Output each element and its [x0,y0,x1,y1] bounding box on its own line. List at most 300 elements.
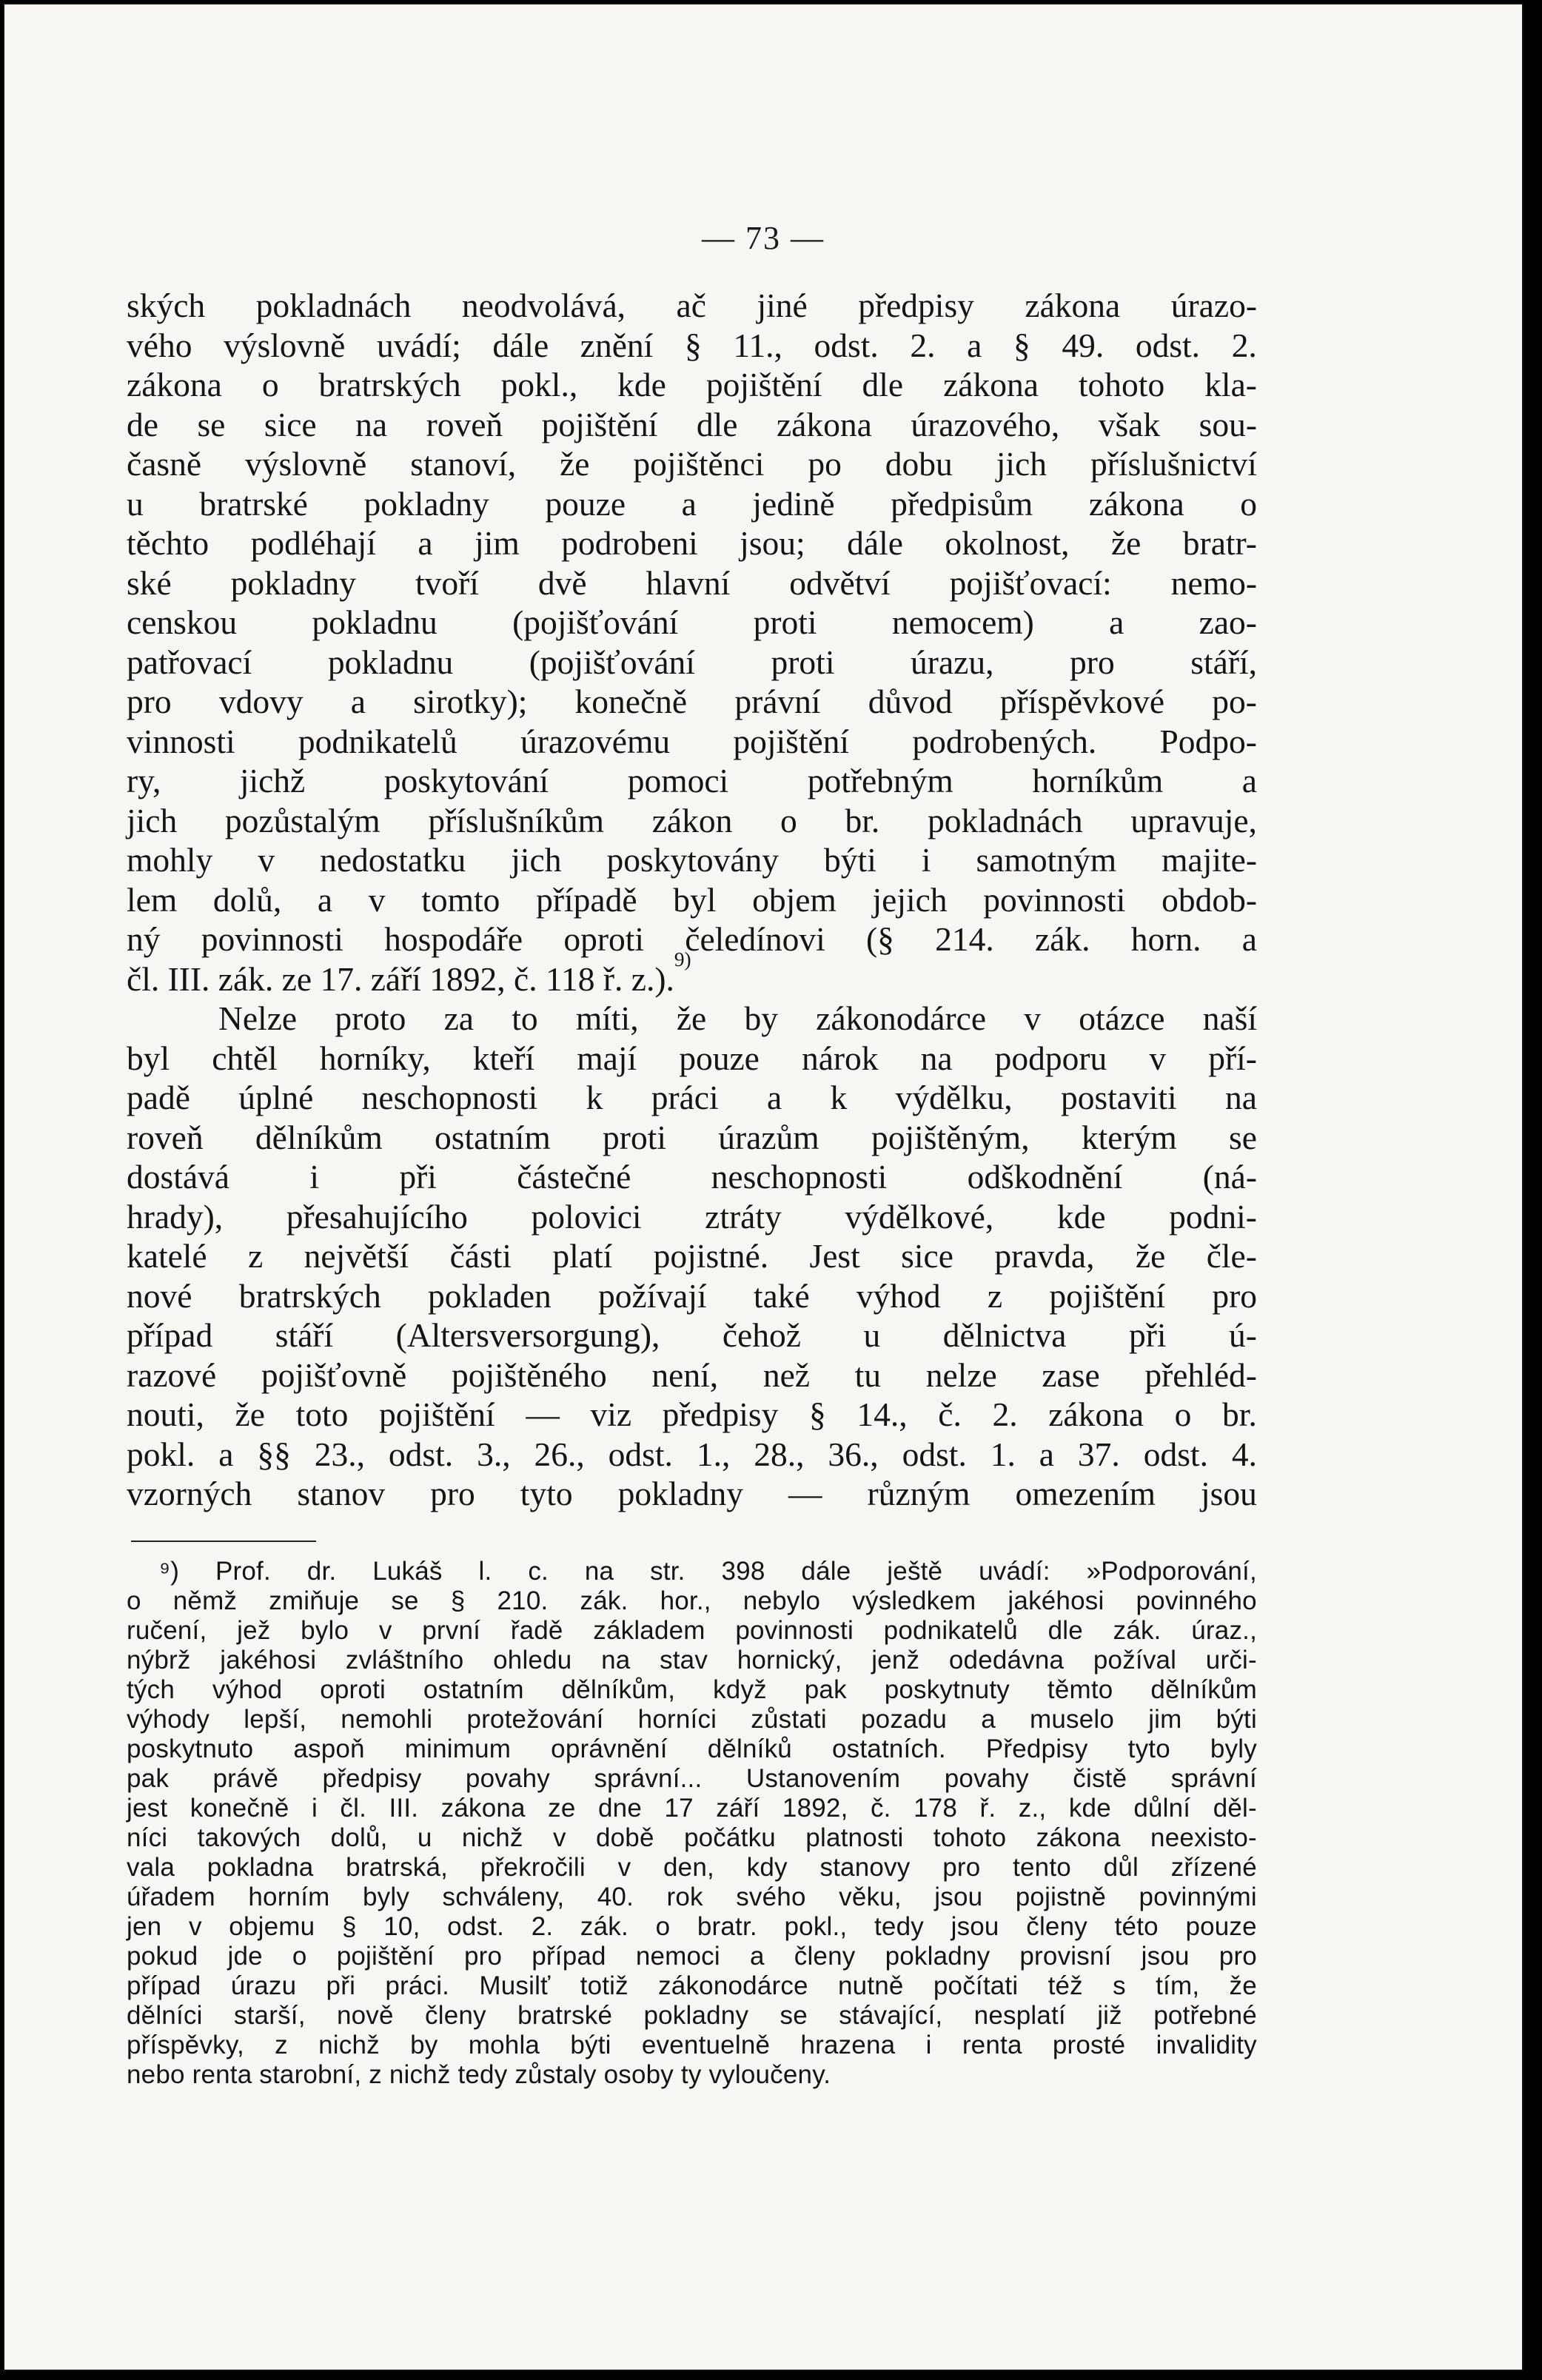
word: Musilť [479,1971,551,2000]
word: pomoci [627,762,729,800]
word: 3., [477,1435,511,1473]
word: 49. [1062,326,1104,364]
word: potřebné [1153,2000,1257,2030]
word: a [218,1435,234,1473]
word: konečně [190,1793,289,1823]
word: ostatním [435,1118,551,1156]
word: zákona [127,366,222,403]
word: dr. [306,1556,337,1586]
word: urči- [1205,1645,1257,1675]
word: při [399,1158,437,1196]
word: Jest [809,1237,860,1275]
word: z., [1018,1793,1047,1823]
word: úřadem [127,1882,215,1911]
word: nemohli [341,1704,433,1734]
word: výsledkem [852,1586,976,1615]
word: výhod [212,1675,283,1704]
word: jsou; [740,524,805,562]
word: pokl. [127,1435,195,1473]
word: majite- [1161,841,1257,879]
word: níci [127,1823,168,1852]
word: provisní [1019,1941,1112,1971]
word: zákona [943,366,1039,403]
word: hrady), [127,1197,224,1236]
footnote-reference: 9) [674,948,691,971]
word: úplné [238,1079,314,1116]
word: u [417,1823,432,1852]
word: případ [127,1316,213,1354]
word: 2. [910,326,936,364]
word: o [127,1586,141,1615]
word: že [1135,1237,1166,1275]
word: správní... [594,1763,703,1793]
word: bylo [301,1615,349,1645]
word: a [317,880,333,919]
word: byl [127,1039,170,1077]
footnote-line [127,1705,1257,1734]
word: dále [847,524,903,562]
word: případ [532,1941,606,1971]
word: podnikatelů [298,722,457,760]
page-number: — 73 — [702,220,825,256]
paragraph-2 [127,999,1257,1514]
word: odst. [447,1911,505,1941]
word: povinnosti [983,880,1126,919]
word: jich [996,445,1047,483]
word: polovici [531,1197,642,1236]
word: bratr- [1182,524,1257,562]
word: eventuelně [641,2030,771,2059]
word: povinného [1136,1586,1257,1615]
word: dolů, [330,1823,388,1852]
word: výhod [856,1276,941,1315]
word: pokladnu [312,603,438,641]
word: dne [598,1793,643,1823]
word: poskytnuty [884,1675,1010,1704]
word: požíval [1093,1645,1177,1675]
word: odškodnění [967,1158,1123,1196]
word: neschopnosti [361,1079,538,1116]
word: III. [389,1793,419,1823]
word: rok [666,1882,703,1911]
word: 4. [1231,1435,1257,1473]
word: než [762,1355,810,1394]
word: padě [127,1079,190,1116]
word: jejich [872,880,948,919]
word: zákon [651,801,733,839]
word: sice [901,1237,953,1275]
word: u [863,1316,881,1354]
word: že [560,445,590,483]
word: jichž [239,762,306,800]
word: pojištěnci [633,445,765,483]
word: 10, [383,1911,420,1941]
word: poskytnuto [127,1734,254,1763]
word: na [584,1556,614,1586]
word: proti [753,603,817,641]
word: pokladnách [927,801,1083,839]
word: protežování [466,1704,604,1734]
word: pokl., [500,366,578,403]
word: a [1241,762,1257,800]
word: pro [1212,1276,1257,1315]
word: v [552,1823,566,1852]
word: úrazu, [911,643,994,681]
word: práci [651,1079,719,1116]
word: sice [264,405,317,443]
word: ř. [979,1793,996,1823]
word: nebylo [742,1586,821,1615]
text-line [127,1039,1257,1079]
word: tento [1013,1852,1071,1882]
word: ještě [887,1556,943,1586]
word: zákona [1036,1823,1121,1852]
word: hor., [660,1586,711,1615]
word: patřovací [127,643,252,681]
word: když [713,1675,767,1704]
word: 37. [1077,1435,1120,1473]
word: již [1097,2000,1122,2030]
word: jiné [757,286,808,324]
word: byly [362,1882,410,1911]
word: odst. [814,326,879,364]
word: horn. [1130,920,1201,958]
word: u [127,484,144,523]
word: pro [127,683,172,720]
word: a [681,484,697,523]
word: úrazo- [1170,286,1257,324]
word: totiž [580,1971,628,2000]
word: tyto [1127,1734,1170,1763]
text-line [127,1157,1257,1197]
word: věku, [839,1882,902,1911]
word: hornický, [737,1645,842,1675]
word: hospodáře [384,920,523,958]
word: úrazu [230,1971,297,2000]
word: pojištění [336,1941,435,1971]
word: roveň [127,1118,204,1156]
word: § [341,1911,357,1941]
word: byl [673,880,717,919]
word: se [780,2000,808,2030]
word: odst. [388,1435,454,1473]
word: pro [1070,643,1115,681]
footnote-line [127,1942,1257,1971]
word: jsou [1141,1941,1190,1971]
word: právě [212,1763,279,1793]
word: pojišťovací: [949,563,1112,602]
word: prosté [1052,2030,1126,2059]
word: kde [1068,1793,1111,1823]
word: nichž [318,2030,380,2059]
word: zák. [1113,1615,1161,1645]
word: horníci [637,1704,717,1734]
word: — [788,1475,822,1512]
word: předpisy [662,1395,779,1433]
word: 36., [828,1435,879,1473]
word: jakéhosi [220,1645,317,1675]
word: o [1174,1395,1192,1433]
footnote-line [127,2001,1257,2031]
word: roveň [426,405,503,443]
word: aspoň [293,1734,365,1763]
word: vala [127,1852,175,1882]
word: ztráty [705,1197,782,1236]
word: o [292,1941,307,1971]
word: dvě [537,563,587,602]
text-line [127,1435,1257,1475]
word: dále [801,1556,851,1586]
word: pojistné. [653,1237,769,1275]
text-line [127,682,1257,722]
word: 2. [531,1911,554,1941]
word: pokladny [643,2000,749,2030]
word: platnosti [805,1823,904,1852]
word: býti [1216,1704,1257,1734]
word: nemocem) [891,603,1034,641]
word: Předpisy [985,1734,1088,1763]
text-line [127,1474,1257,1514]
word: dostává [127,1158,229,1196]
word: pří- [1208,1039,1257,1077]
word: zákona [1088,484,1184,523]
word: kla- [1204,366,1257,403]
word: různým [867,1475,971,1512]
word: ry, [127,762,161,800]
word: str. [650,1556,685,1586]
text-line [127,880,1257,920]
footnote-line [127,1734,1257,1764]
word: pokladny [230,563,356,602]
word: postaviti [1060,1079,1177,1116]
word: v [1024,999,1042,1037]
word: by [744,999,778,1037]
word: v [258,841,275,879]
word: práci. [385,1971,450,2000]
word: proti [771,643,835,681]
word: pojištěného [451,1355,607,1394]
word: podni- [1169,1197,1257,1236]
text-line [127,1236,1257,1276]
word: (§ [866,920,894,958]
text-line-last [127,948,1257,999]
word: zase [1042,1355,1100,1394]
text-line [127,484,1257,524]
footnote-line [127,1557,1257,1586]
word: 2. [1231,326,1257,364]
word: z [987,1276,1003,1315]
word: dle [1047,1615,1083,1645]
word: neschopnosti [711,1158,888,1196]
word: dále [492,326,549,364]
paragraph-1 [127,286,1257,999]
word: odst. [902,1435,967,1473]
word: nedostatku [320,841,466,879]
word: zřízené [1170,1852,1257,1882]
word: tých [127,1675,175,1704]
text-line [127,1395,1257,1435]
word: však [1098,405,1161,443]
word: pojištění [378,1395,495,1433]
word: (pojišťování [512,603,679,641]
word: horníkům [1032,762,1164,800]
word: dělnictva [942,1316,1067,1354]
word: předpisy [858,286,974,324]
word: okolnost, [945,524,1070,562]
word: pokladen [428,1276,552,1315]
word: překročili [480,1852,586,1882]
word: zák. [580,1586,628,1615]
word: takových [197,1823,301,1852]
word: poskytování [383,762,549,800]
word: pak [127,1763,170,1793]
word: pozadu [861,1704,948,1734]
word: úraz., [1191,1615,1257,1645]
word: podnikatelů [883,1615,1018,1645]
word: vého [127,326,192,364]
word: potřebným [807,762,953,800]
word: br. [1222,1395,1257,1433]
word: pro [463,1941,503,1971]
word: ostatním [423,1675,524,1704]
word: povahy [465,1763,550,1793]
word: čeledínovi [685,920,825,958]
word: není, [651,1355,719,1394]
word: řadě [510,1615,563,1645]
word: nemo- [1170,563,1257,602]
word: dělníků [707,1734,792,1763]
word: požívají [598,1276,707,1315]
word: pouze [545,484,626,523]
word: zákona [440,1793,526,1823]
word: č. [870,1793,891,1823]
word: § [684,326,702,364]
word: c. [528,1556,549,1586]
word: o [261,366,279,403]
word: 214. [935,920,994,958]
word: 178 [914,1793,958,1823]
word: příslušnictví [1090,445,1257,483]
text-line [127,643,1257,683]
word: zmiňuje [269,1586,360,1615]
word: podporu [994,1039,1107,1077]
word: členy [1026,1911,1087,1941]
word: stanov [297,1475,386,1512]
word: §§ [257,1435,291,1473]
word: lem [127,880,178,919]
word: o [655,1911,671,1941]
main-text-block [127,286,1257,2090]
word: kdy [746,1852,788,1882]
text-line [127,563,1257,603]
word: proti [603,1118,666,1156]
word: býti [824,841,876,879]
word: i [921,841,931,879]
text-line [127,722,1257,762]
text-line [127,523,1257,563]
text-line [127,1197,1257,1237]
word: poskytovány [606,841,780,879]
word: na [920,1039,953,1077]
word: správní [1170,1763,1257,1793]
text-line [127,286,1257,326]
word: mohly [127,841,213,879]
text-line [127,1078,1257,1118]
word: tohoto [933,1823,1007,1852]
word: září [716,1793,760,1823]
word: jen [127,1911,162,1941]
word: oproti [320,1675,386,1704]
word: pojistně [1015,1882,1107,1911]
word: důlní [1133,1793,1191,1823]
word: starší, [233,2000,306,2030]
word: úrazovému [520,722,671,760]
word: dle [862,366,904,403]
word: těchto [127,524,209,562]
word: výhody [127,1704,210,1734]
word: o [1240,484,1257,523]
footnote-line [127,1675,1257,1705]
word: nelze [925,1355,997,1394]
word: bratrských [238,1276,381,1315]
word: s [1113,1971,1126,2000]
word: kde [617,366,666,403]
word: Ustanovením [745,1763,901,1793]
footnote-separator [131,1541,316,1542]
word: jež [237,1615,271,1645]
word: (ná- [1202,1158,1257,1196]
word: němž [172,1586,238,1615]
word: hlavní [646,563,731,602]
word: se [1229,1118,1257,1156]
word: stáří [275,1316,334,1354]
word: tohoto [1078,366,1165,403]
footnote [127,1557,1257,2090]
text-line [127,801,1257,841]
word: členy [425,2000,486,2030]
word: ručení, [127,1615,207,1645]
word: příspěvkové [999,683,1165,720]
word: čle- [1206,1237,1257,1275]
word: sou- [1199,405,1257,443]
word: po- [1212,683,1257,720]
word: částečné [517,1158,631,1196]
word: § [1013,326,1030,364]
word: 40. [597,1882,634,1911]
word: svého [736,1882,806,1911]
word: samotným [976,841,1117,879]
word: důvod [868,683,953,720]
word: ské [127,563,172,602]
word: otázce [1079,999,1165,1037]
word: muselo [1030,1704,1115,1734]
word: jim [1148,1704,1182,1734]
word: zákonodárce [816,999,987,1037]
word: neexisto- [1150,1823,1257,1852]
word: den, [663,1852,714,1882]
footnote-line [127,2031,1257,2060]
footnote-line [127,1823,1257,1853]
word: zvláštního [345,1645,464,1675]
word: v [368,880,386,919]
word: základem [593,1615,705,1645]
word: části [449,1237,512,1275]
word: povinnosti [201,920,343,958]
word: vzorných [127,1475,252,1512]
word: z [248,1237,264,1275]
word: pokl., [784,1911,848,1941]
word: »Podporování, [1086,1556,1257,1586]
